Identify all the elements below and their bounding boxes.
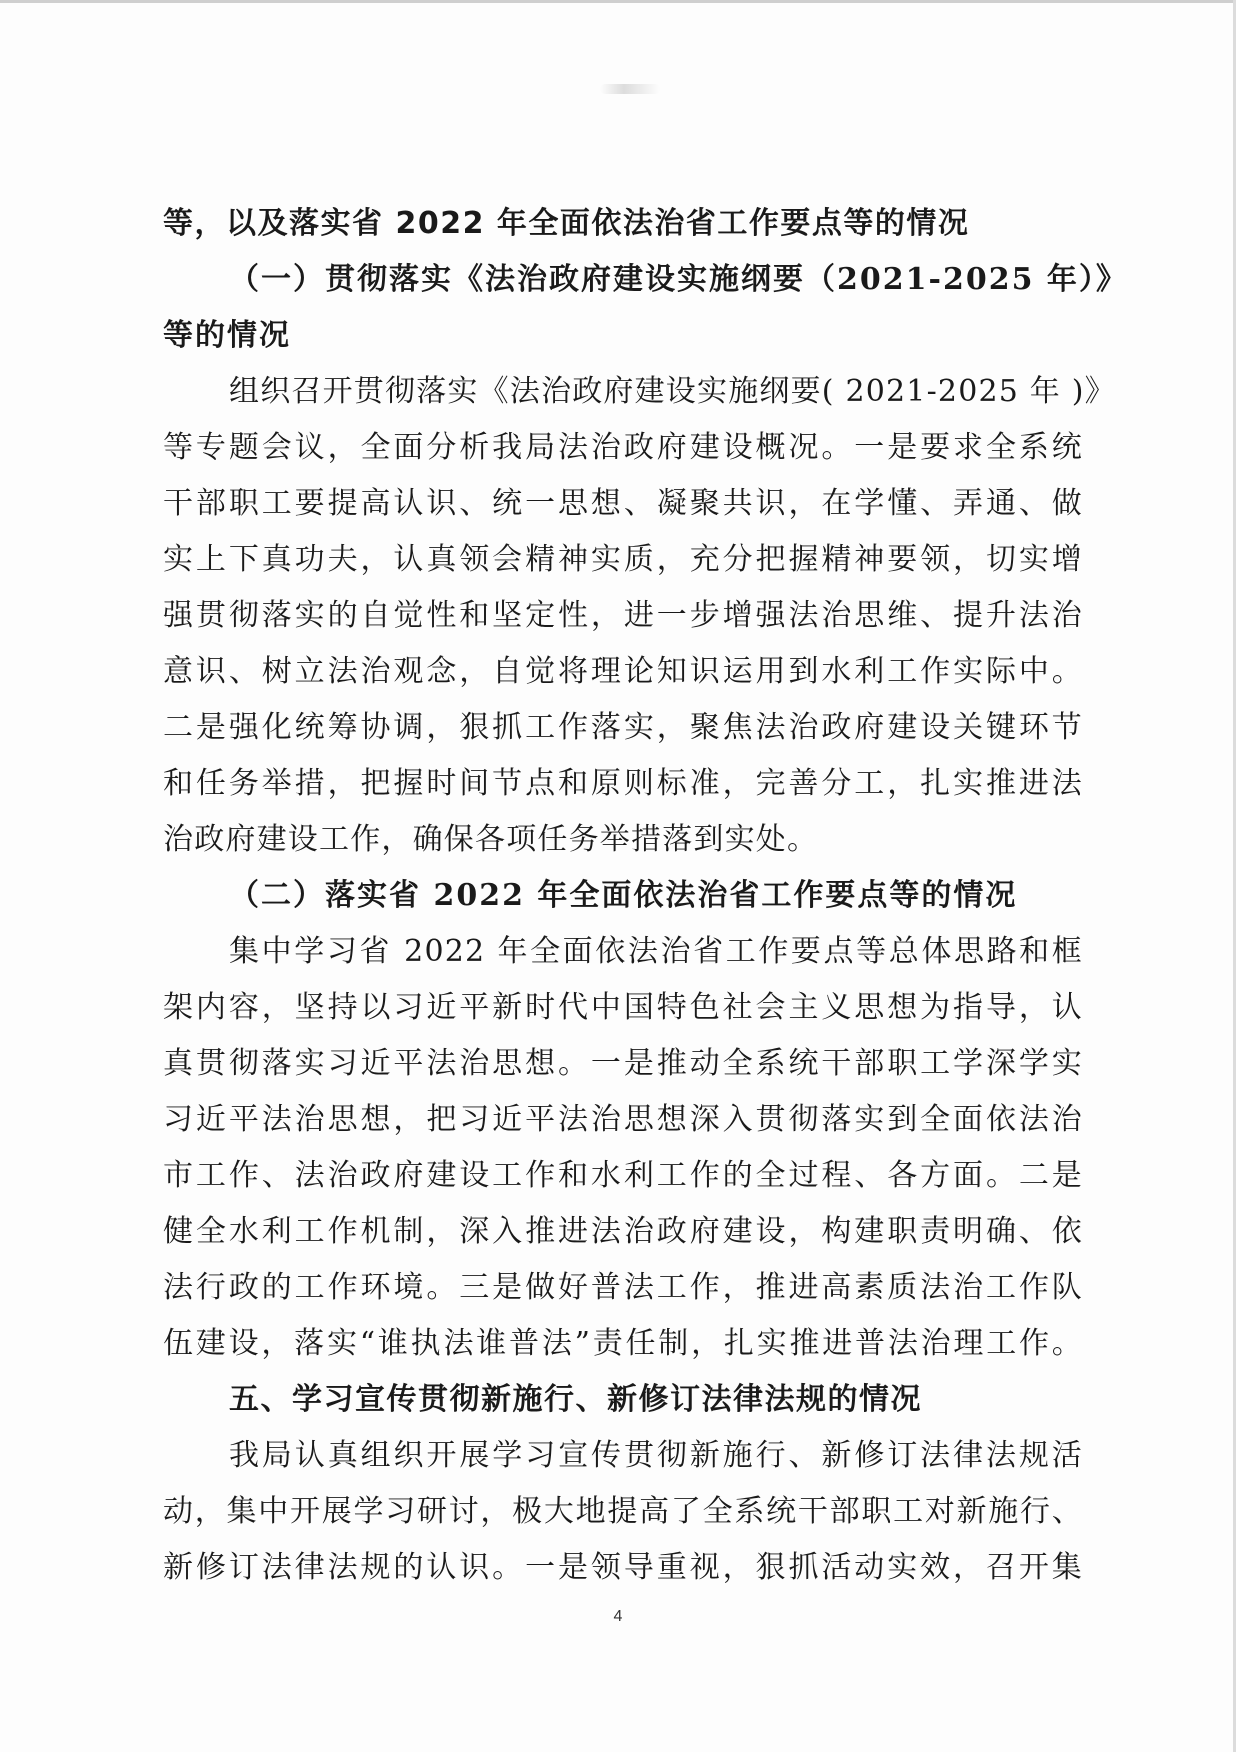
section-heading-continued: 等的情况 [163,318,291,353]
paragraph-line: 健全水利工作机制，深入推进法治政府建设，构建职责明确、依 [163,1214,1083,1249]
paragraph-line: 等专题会议，全面分析我局法治政府建设概况。一是要求全系统 [163,430,1083,465]
chapter-heading: 五、学习宣传贯彻新施行、新修订法律法规的情况 [229,1382,922,1417]
section-heading: （一）贯彻落实《法治政府建设实施纲要（2021-2025 年）》 [229,262,1128,297]
document-body [163,196,1128,1596]
paragraph-line: 实上下真功夫，认真领会精神实质，充分把握精神要领，切实增 [163,542,1083,577]
paragraph-line: 集中学习省 2022 年全面依法治省工作要点等总体思路和框 [229,934,1083,969]
paragraph-line: 治政府建设工作，确保各项任务举措落到实处。 [163,822,819,857]
paragraph-line: 新修订法律法规的认识。一是领导重视，狠抓活动实效，召开集 [163,1550,1083,1585]
text-line: 等，以及落实省 2022 年全面依法治省工作要点等的情况 [163,206,970,241]
paragraph-line: 习近平法治思想，把习近平法治思想深入贯彻落实到全面依法治 [163,1102,1083,1137]
page-number: 4 [613,1608,623,1625]
paragraph-line: 意识、树立法治观念，自觉将理论知识运用到水利工作实际中。 [163,654,1083,689]
scan-artifact [600,84,660,94]
paragraph-line: 伍建设，落实“谁执法谁普法”责任制，扎实推进普法治理工作。 [163,1326,1083,1361]
paragraph-line: 干部职工要提高认识、统一思想、凝聚共识，在学懂、弄通、做 [163,486,1083,521]
paragraph-line: 我局认真组织开展学习宣传贯彻新施行、新修订法律法规活 [229,1438,1083,1473]
paragraph-line: 真贯彻落实习近平法治思想。一是推动全系统干部职工学深学实 [163,1046,1083,1081]
paragraph-line: 二是强化统筹协调，狠抓工作落实，聚焦法治政府建设关键环节 [163,710,1083,745]
paragraph-line: 架内容，坚持以习近平新时代中国特色社会主义思想为指导，认 [163,990,1083,1025]
section-heading: （二）落实省 2022 年全面依法治省工作要点等的情况 [229,878,1018,913]
paragraph-line: 动，集中开展学习研讨，极大地提高了全系统干部职工对新施行、 [163,1494,1083,1529]
scan-edge-top [0,0,1236,3]
paragraph-line: 市工作、法治政府建设工作和水利工作的全过程、各方面。二是 [163,1158,1083,1193]
paragraph-line: 强贯彻落实的自觉性和坚定性，进一步增强法治思维、提升法治 [163,598,1083,633]
paragraph-line: 和任务举措，把握时间节点和原则标准，完善分工，扎实推进法 [163,766,1083,801]
paragraph-line: 组织召开贯彻落实《法治政府建设实施纲要( 2021-2025 年 )》 [229,374,1116,409]
paragraph-line: 法行政的工作环境。三是做好普法工作，推进高素质法治工作队 [163,1270,1083,1305]
